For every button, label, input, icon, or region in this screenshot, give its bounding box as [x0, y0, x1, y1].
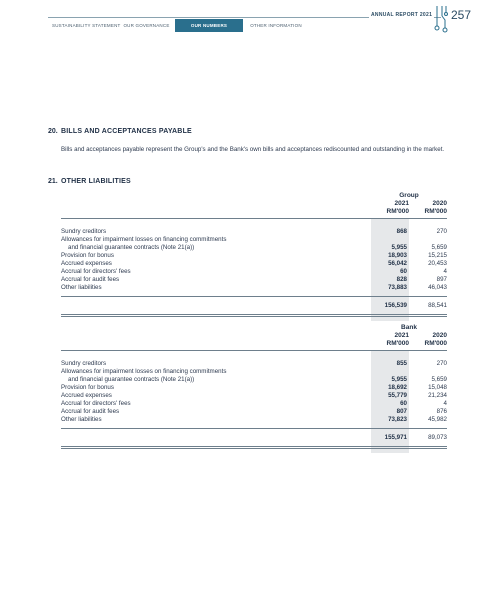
row-label: Other liabilities: [61, 284, 102, 291]
row-label: Accrued expenses: [61, 392, 112, 399]
value-2021: 60: [400, 268, 407, 275]
value-2021: 55,779: [388, 392, 407, 399]
value-2021: 18,903: [388, 252, 407, 259]
value-2021: 73,823: [388, 416, 407, 423]
total-2020: 88,541: [428, 302, 447, 309]
table-row: [61, 228, 447, 236]
bank-table: [61, 324, 447, 454]
value-2020: 15,215: [428, 252, 447, 259]
section-21-number: 21.: [48, 178, 58, 185]
value-2021: 73,883: [388, 284, 407, 291]
value-2020: 876: [436, 408, 447, 415]
row-label: Accrual for directors' fees: [61, 400, 131, 407]
group-subtotal-rule: [61, 296, 447, 297]
row-label: Sundry creditors: [61, 228, 107, 235]
value-2020: 45,982: [428, 416, 447, 423]
row-label: Accrual for audit fees: [61, 408, 120, 415]
bank-col-2021-unit: RM'000: [386, 340, 409, 347]
bank-col-2020-unit: RM'000: [424, 340, 447, 347]
group-col-2021-year: 2021: [394, 200, 409, 207]
value-2020: 21,234: [428, 392, 447, 399]
report-title: ANNUAL REPORT 2021: [371, 12, 433, 18]
group-total-double-rule: [61, 314, 447, 317]
value-2021: 5,955: [391, 376, 407, 383]
bank-heading: Bank: [401, 324, 417, 331]
total-2020: 89,073: [428, 434, 447, 441]
row-label: Allowances for impairment losses on financing commitments: [61, 368, 227, 375]
row-label: Provision for bonus: [61, 252, 114, 259]
row-label: Sundry creditors: [61, 360, 107, 367]
value-2021: 868: [396, 228, 407, 235]
total-2021: 155,971: [384, 434, 407, 441]
section-21-title: OTHER LIABILITIES: [61, 178, 131, 185]
group-table: [61, 192, 447, 322]
row-label: and financial guarantee contracts (Note 21(a)): [68, 376, 195, 383]
row-label: Accrued expenses: [61, 260, 112, 267]
group-total-row: [61, 301, 447, 311]
table-row: [61, 392, 447, 400]
bank-total-row: [61, 433, 447, 443]
table-row: [61, 368, 447, 376]
tab-our-numbers[interactable]: OUR NUMBERS: [175, 19, 243, 32]
section-20-text: Bills and acceptances payable represent the Group's and the Bank's own bills and acceptances rediscounted and outstanding in the market.: [61, 146, 445, 153]
table-row: [61, 376, 447, 384]
section-20-number: 20.: [48, 128, 58, 135]
tab-sustainability-statement[interactable]: SUSTAINABILITY STATEMENT: [52, 23, 121, 28]
group-heading: Group: [399, 192, 419, 199]
table-row: [61, 384, 447, 392]
value-2020: 270: [436, 228, 447, 235]
bank-col-2020-year: 2020: [432, 332, 447, 339]
table-row: [61, 252, 447, 260]
circuit-logo-icon: [433, 6, 449, 36]
value-2020: 20,453: [428, 260, 447, 267]
tab-our-governance[interactable]: OUR GOVERNANCE: [123, 23, 170, 28]
value-2020: 4: [443, 400, 447, 407]
value-2021: 5,955: [391, 244, 407, 251]
group-col-2020-year: 2020: [432, 200, 447, 207]
table-row: [61, 260, 447, 268]
value-2020: 897: [436, 276, 447, 283]
row-label: Provision for bonus: [61, 384, 114, 391]
section-nav: [48, 19, 309, 32]
table-row: [61, 268, 447, 276]
group-col-2020-unit: RM'000: [424, 208, 447, 215]
page-number: 257: [451, 8, 472, 22]
value-2020: 270: [436, 360, 447, 367]
row-label: Allowances for impairment losses on financing commitments: [61, 236, 227, 243]
value-2021: 56,042: [388, 260, 407, 267]
row-label: Other liabilities: [61, 416, 102, 423]
value-2020: 5,659: [431, 376, 447, 383]
row-label: Accrual for directors' fees: [61, 268, 131, 275]
table-row: [61, 244, 447, 252]
tab-other-information[interactable]: OTHER INFORMATION: [250, 23, 302, 28]
value-2020: 4: [443, 268, 447, 275]
value-2021: 828: [396, 276, 407, 283]
table-row: [61, 416, 447, 424]
value-2020: 5,659: [431, 244, 447, 251]
table-row: [61, 400, 447, 408]
table-row: [61, 408, 447, 416]
table-row: [61, 284, 447, 292]
bank-col-2021-year: 2021: [394, 332, 409, 339]
value-2020: 46,043: [428, 284, 447, 291]
row-label: and financial guarantee contracts (Note 21(a)): [68, 244, 195, 251]
group-col-2021-unit: RM'000: [386, 208, 409, 215]
section-20-title: BILLS AND ACCEPTANCES PAYABLE: [61, 128, 192, 135]
table-row: [61, 360, 447, 368]
value-2020: 15,048: [428, 384, 447, 391]
bank-subtotal-rule: [61, 428, 447, 429]
value-2021: 60: [400, 400, 407, 407]
row-label: Accrual for audit fees: [61, 276, 120, 283]
table-row: [61, 236, 447, 244]
value-2021: 807: [396, 408, 407, 415]
value-2021: 18,692: [388, 384, 407, 391]
table-row: [61, 276, 447, 284]
total-2021: 156,539: [384, 302, 407, 309]
bank-total-double-rule: [61, 446, 447, 449]
value-2021: 855: [396, 360, 407, 367]
